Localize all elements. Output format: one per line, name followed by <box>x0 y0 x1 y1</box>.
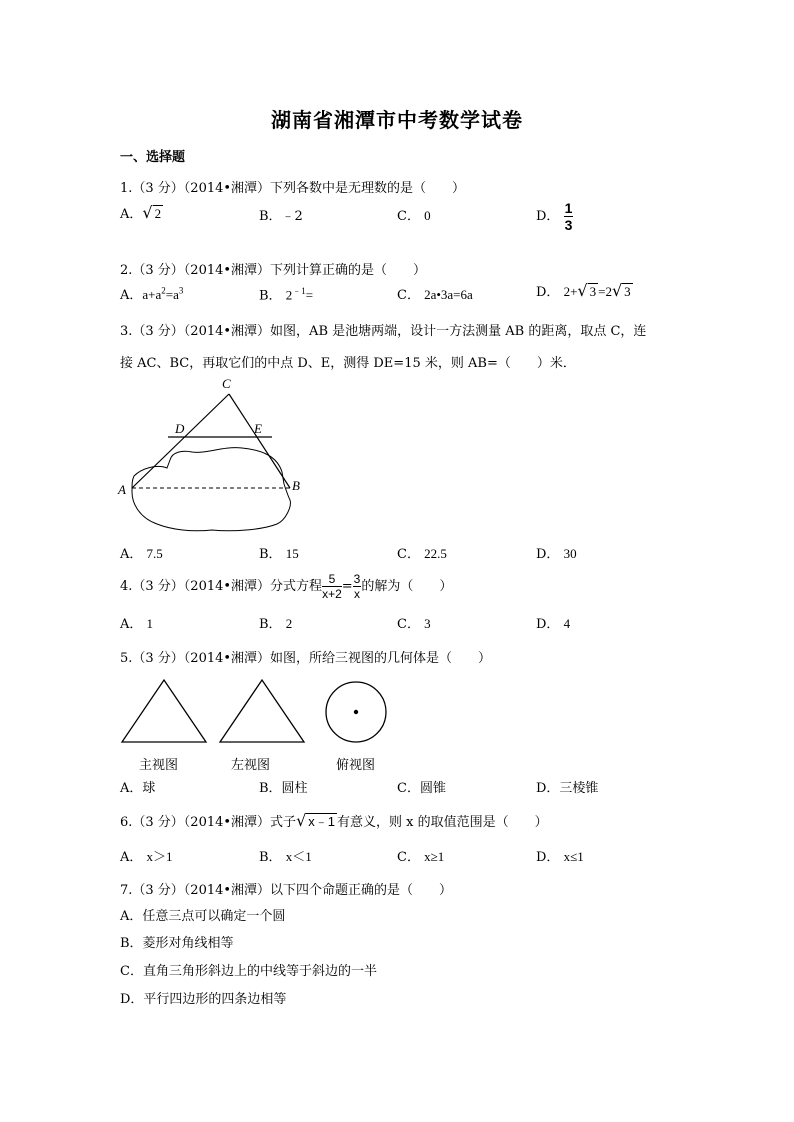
side-ac <box>132 394 229 488</box>
question-7-stem: 7.（3 分）（2014•湘潭）以下四个命题正确的是（ ） <box>120 883 453 898</box>
q6-option-a <box>120 846 173 865</box>
option-label: D． <box>536 285 560 300</box>
q3-option-d <box>536 543 577 562</box>
option-label: D． <box>536 209 560 224</box>
q3-option-a <box>120 543 163 562</box>
q6-option-c <box>397 846 444 865</box>
q2-option-a <box>120 284 183 303</box>
denominator: x+2 <box>322 587 342 601</box>
expr: =a <box>165 287 179 302</box>
option-label: B． <box>259 288 282 304</box>
option-label: C． <box>397 288 420 303</box>
expr: 2a•3a=6a <box>424 287 473 302</box>
sqrt-symbol: √ x﹣1 <box>296 811 335 830</box>
option-label: A． <box>120 207 143 222</box>
caption-front-view: 主视图 <box>139 758 179 773</box>
side-bc <box>229 394 290 488</box>
option-value: x≥1 <box>424 849 445 864</box>
option-label: C． <box>397 850 420 865</box>
option-label: D． <box>536 850 560 865</box>
q6-option-b <box>259 846 312 865</box>
q5-option-d: D．三棱锥 <box>536 781 599 796</box>
sqrt-symbol: √ 2 <box>142 203 162 222</box>
label-d: D <box>175 421 185 436</box>
radicand: 3 <box>624 284 631 299</box>
q4-option-b <box>259 613 292 632</box>
question-3-stem-line-1: 3.（3 分）（2014•湘潭）如图，AB 是池塘两端，设计一方法测量 AB 的距离，取点 C，连 <box>120 324 647 339</box>
option-label: D． <box>536 547 560 562</box>
radicand: 3 <box>589 284 597 299</box>
pond-figure <box>112 372 312 544</box>
option-label: B． <box>259 850 282 865</box>
option-value: x＜1 <box>285 849 312 864</box>
option-label: A． <box>120 617 143 632</box>
front-view-triangle <box>122 680 206 742</box>
stem-text: 有意义，则 x 的取值范围是（ ） <box>337 815 548 830</box>
numerator: 3 <box>353 572 361 586</box>
q7-option-d: D．平行四边形的四条边相等 <box>120 992 287 1007</box>
q1-option-c <box>397 205 431 224</box>
label-c: C <box>222 376 231 391</box>
expr: a+a <box>142 287 162 302</box>
option-value: 2 <box>285 616 293 631</box>
side-view-triangle <box>220 680 304 742</box>
section-heading: 一、选择题 <box>120 150 186 165</box>
expr: 2+ <box>563 284 578 299</box>
option-value: 22.5 <box>424 546 447 561</box>
option-label: A． <box>120 288 143 303</box>
question-3-stem-line-2: 接 AC、BC，再取它们的中点 D、E，测得 DE=15 米，则 AB=（ ）米． <box>120 356 576 371</box>
q5-option-b: B．圆柱 <box>259 781 308 796</box>
option-label: B． <box>259 547 282 562</box>
option-label: C． <box>397 209 420 224</box>
label-b: B <box>292 478 300 493</box>
option-value: 4 <box>563 616 571 631</box>
question-2-stem: 2.（3 分）（2014•湘潭）下列计算正确的是（ ） <box>120 263 427 278</box>
fraction <box>322 573 342 600</box>
q5-option-c: C．圆锥 <box>397 781 446 796</box>
option-label: A． <box>120 547 143 562</box>
option-value: x＞1 <box>146 849 173 864</box>
caption-top-view: 俯视图 <box>336 758 376 773</box>
option-value: 7.5 <box>146 546 163 561</box>
q1-option-b: B．﹣2 <box>259 209 303 224</box>
radicand: x﹣1 <box>308 814 335 829</box>
q2-option-c <box>397 284 473 303</box>
three-views-figure <box>118 674 418 754</box>
equals-sign: = <box>341 579 353 594</box>
q3-option-c <box>397 543 447 562</box>
question-6-stem <box>120 811 548 830</box>
sqrt-symbol: √ 3 <box>577 281 597 300</box>
numerator: 5 <box>322 573 342 587</box>
q5-option-a: A．球 <box>120 781 156 796</box>
option-value: x≤1 <box>563 849 584 864</box>
expr: 2 <box>285 287 293 303</box>
top-view-center-dot <box>354 710 358 714</box>
expr: =2 <box>598 284 612 299</box>
q7-option-b: B．菱形对角线相等 <box>120 936 234 951</box>
q1-option-a <box>120 203 163 222</box>
option-label: D． <box>536 617 560 632</box>
option-label: A． <box>120 850 143 865</box>
fraction <box>564 201 574 232</box>
q6-option-d <box>536 846 584 865</box>
question-1-stem: 1.（3 分）（2014•湘潭）下列各数中是无理数的是（ ） <box>120 181 466 196</box>
denominator: 3 <box>564 217 573 233</box>
q4-option-c <box>397 613 431 632</box>
q2-option-d <box>536 281 633 300</box>
radicand: 2 <box>154 206 162 221</box>
exponent: ﹣1 <box>292 286 306 296</box>
question-5-stem: 5.（3 分）（2014•湘潭）如图，所给三视图的几何体是（ ） <box>120 651 492 666</box>
stem-text: 4.（3 分）（2014•湘潭）分式方程 <box>120 579 323 594</box>
q4-option-d <box>536 613 570 632</box>
exponent: 3 <box>178 285 184 296</box>
caption-side-view: 左视图 <box>231 758 271 773</box>
question-4-stem <box>120 573 452 600</box>
option-label: C． <box>397 617 420 632</box>
numerator: 1 <box>564 200 573 216</box>
q1-option-d <box>536 201 573 232</box>
expr: = <box>305 287 314 303</box>
page-title: 湖南省湘潭市中考数学试卷 <box>271 108 523 132</box>
stem-text: 6.（3 分）（2014•湘潭）式子 <box>120 815 297 830</box>
q3-option-b <box>259 543 299 562</box>
stem-text: 的解为（ ） <box>361 579 453 594</box>
option-label: C． <box>397 547 420 562</box>
q4-option-a <box>120 613 153 632</box>
label-a: A <box>118 482 126 497</box>
option-value: 15 <box>285 546 299 561</box>
option-value: 1 <box>146 616 154 631</box>
label-e: E <box>254 421 262 436</box>
sqrt-symbol: √ 3 <box>611 281 631 300</box>
pond-outline <box>132 448 290 531</box>
q2-option-b <box>259 284 313 303</box>
exponent: 2 <box>161 285 166 296</box>
q7-option-c: C．直角三角形斜边上的中线等于斜边的一半 <box>120 964 377 979</box>
option-value: 3 <box>424 616 431 631</box>
q7-option-a: A．任意三点可以确定一个圆 <box>120 909 286 924</box>
option-label: B． <box>259 617 282 632</box>
option-value: 30 <box>563 546 577 561</box>
denominator: x <box>354 587 360 601</box>
option-value: 0 <box>424 208 431 223</box>
